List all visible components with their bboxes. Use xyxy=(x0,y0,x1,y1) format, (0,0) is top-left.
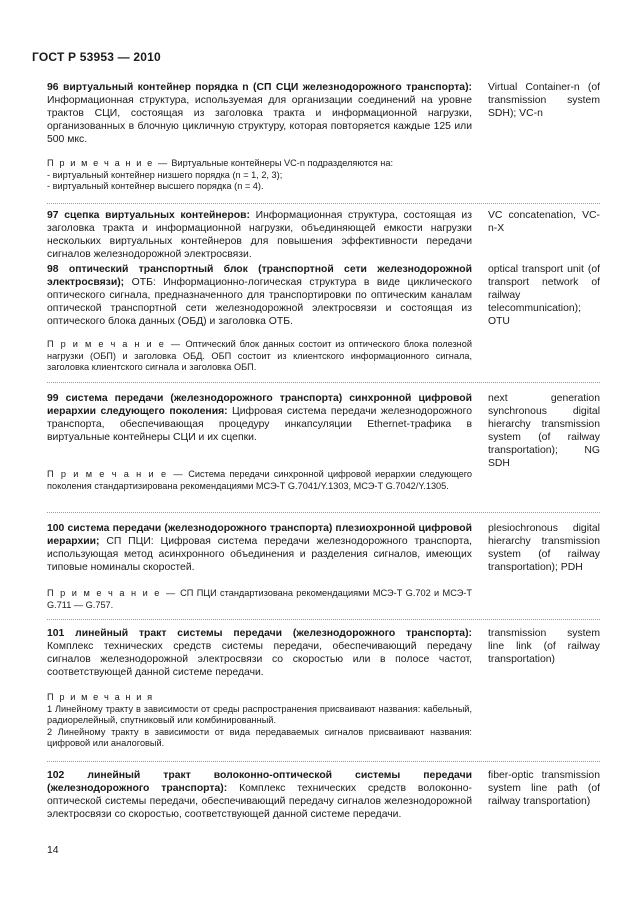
document-header: ГОСТ Р 53953 — 2010 xyxy=(32,50,161,64)
note-label: П р и м е ч а н и е — xyxy=(47,158,169,168)
term-title: линейный тракт волоконно-оптической системы передачи (железнодорожного транспорта): xyxy=(47,770,472,794)
note-text: СП ПЦИ стандартизована рекомендациями МСЭ-Т G.702 и МСЭ-Т G.711 — G.757. xyxy=(47,588,472,610)
note-item: - виртуальный контейнер высшего порядка (n = 4). xyxy=(47,181,264,191)
entry-separator xyxy=(47,619,600,620)
english-equivalent-98: optical transport unit (of transport network of railway telecommunication); OTU xyxy=(488,264,600,327)
term-entry-97 xyxy=(47,209,472,261)
note-label: П р и м е ч а н и е — xyxy=(47,588,177,598)
term-number: 100 xyxy=(47,523,65,534)
term-title: сцепка виртуальных контейнеров: xyxy=(64,210,250,221)
term-number: 96 xyxy=(47,82,59,93)
note-text: Оптический блок данных состоит из оптического блока полезной нагрузки (ОБП) и заголовка ОБД. ОБП состоит из клиентского информационного сигнала, заголовка клиентского сигнала и заголовка ОБП. xyxy=(47,339,472,372)
term-definition: ОТБ: Информационно-логическая структура в виде циклического оптического сигнала, предназначенного для транспортировки по оптическим каналам оптической транспортной сети железнодорожной электросвязи и состоящая из оптического блока данных (ОБД) и заголовка ОТБ. xyxy=(47,277,472,327)
term-entry-98 xyxy=(47,263,472,328)
term-entry-101 xyxy=(47,627,472,679)
term-definition: Цифровая система передачи железнодорожного транспорта, обеспечивающая процедуру инкапсуляции Ethernet-трафика в виртуальные контейнеры СЦИ и их сцепки. xyxy=(47,406,472,443)
note-100 xyxy=(47,588,472,611)
term-title: виртуальный контейнер порядка n (СП СЦИ железнодорожного транспорта): xyxy=(62,82,472,93)
term-entry-102 xyxy=(47,769,472,821)
term-number: 102 xyxy=(47,770,65,781)
term-definition: Информационная структура, используемая для организации соединений на уровне трактов СЦИ, состоящая из заголовка тракта и информационной нагрузки, организованных в блочную цикличную структуру, которая повторяется каждые 125 или 500 мкс. xyxy=(47,95,472,145)
note-item: 1 Линейному тракту в зависимости от среды распространения присваивают названия: кабельный, радиорелейный, спутниковый или комбинированный. xyxy=(47,703,472,725)
term-entry-100 xyxy=(47,522,472,574)
english-equivalent-96: Virtual Container-n (of transmission system SDH); VC-n xyxy=(488,82,600,119)
english-equivalent-99: next generation synchronous digital hierarchy transmission system (of railway transportation); NG SDH xyxy=(488,393,600,469)
note-item: 2 Линейному тракту в зависимости от вида передаваемых сигналов присваивают названия: цифровой или аналоговый. xyxy=(47,726,472,748)
term-entry-96 xyxy=(47,81,472,146)
term-title: линейный тракт системы передачи (железнодорожного транспорта): xyxy=(75,628,472,639)
note-text: Виртуальные контейнеры VC-n подразделяются на: xyxy=(171,158,394,168)
term-title: оптический транспортный блок (транспортной сети железнодорожной электросвязи); xyxy=(47,264,472,288)
english-equivalent-97: VC concatenation, VC-n-X xyxy=(488,210,600,234)
term-number: 98 xyxy=(47,264,59,275)
note-label: П р и м е ч а н и е — xyxy=(47,469,185,479)
term-definition: Комплекс технических средств волоконно-оптической системы передачи, обеспечивающий передачу сигналов железнодорожной электросвязи со скоростью, соответствующей данной системе передачи. xyxy=(47,783,472,820)
english-equivalent-100: plesiochronous digital hierarchy transmission system (of railway transportation); PDH xyxy=(488,523,600,573)
note-text: Система передачи синхронной цифровой иерархии следующего поколения стандартизирована рекомендациями МСЭ-Т G.7041/Y.1303, МСЭ-Т G.7042/Y.1305. xyxy=(47,469,473,491)
page-number: 14 xyxy=(47,845,59,856)
note-96 xyxy=(47,158,472,193)
term-definition: СП ПЦИ: Цифровая система передачи железнодорожного транспорта, использующая метод асинхронного объединения и разделения сигналов, имеющих типовые номиналы скоростей. xyxy=(47,536,473,573)
term-number: 101 xyxy=(47,628,65,639)
english-equivalent-102: fiber-optic transmission system line path (of railway transportation) xyxy=(488,770,600,807)
note-98 xyxy=(47,339,472,374)
term-number: 97 xyxy=(47,210,59,221)
note-label: П р и м е ч а н и е — xyxy=(47,339,182,349)
entry-separator xyxy=(47,382,600,383)
entry-separator xyxy=(47,512,600,513)
entry-separator xyxy=(47,761,600,762)
note-99 xyxy=(47,469,472,492)
term-number: 99 xyxy=(47,393,59,404)
term-definition: Информационная структура, состоящая из заголовка тракта и информационной нагрузки, объединяющей емкости нагрузки нескольких виртуальных контейнеров для повышения эффективности передачи сигналов железнодорожной электросвязи. xyxy=(47,210,473,260)
english-equivalent-101: transmission system line link (of railway transportation) xyxy=(488,628,600,665)
term-title: система передачи (железнодорожного транспорта) плезиохронной цифровой иерархии; xyxy=(47,523,472,547)
term-entry-99 xyxy=(47,392,472,444)
note-item: - виртуальный контейнер низшего порядка (n = 1, 2, 3); xyxy=(47,169,283,180)
note-label: П р и м е ч а н и я xyxy=(47,692,154,702)
term-title: система передачи (железнодорожного транспорта) синхронной цифровой иерархии следующего поколения: xyxy=(47,393,472,417)
note-101 xyxy=(47,692,472,750)
term-definition: Комплекс технических средств системы передачи, обеспечивающий передачу сигналов железнодорожной электросвязи со скоростью или в полосе частот, соответствующей данной системе передачи. xyxy=(47,641,472,678)
entry-separator xyxy=(47,203,600,204)
